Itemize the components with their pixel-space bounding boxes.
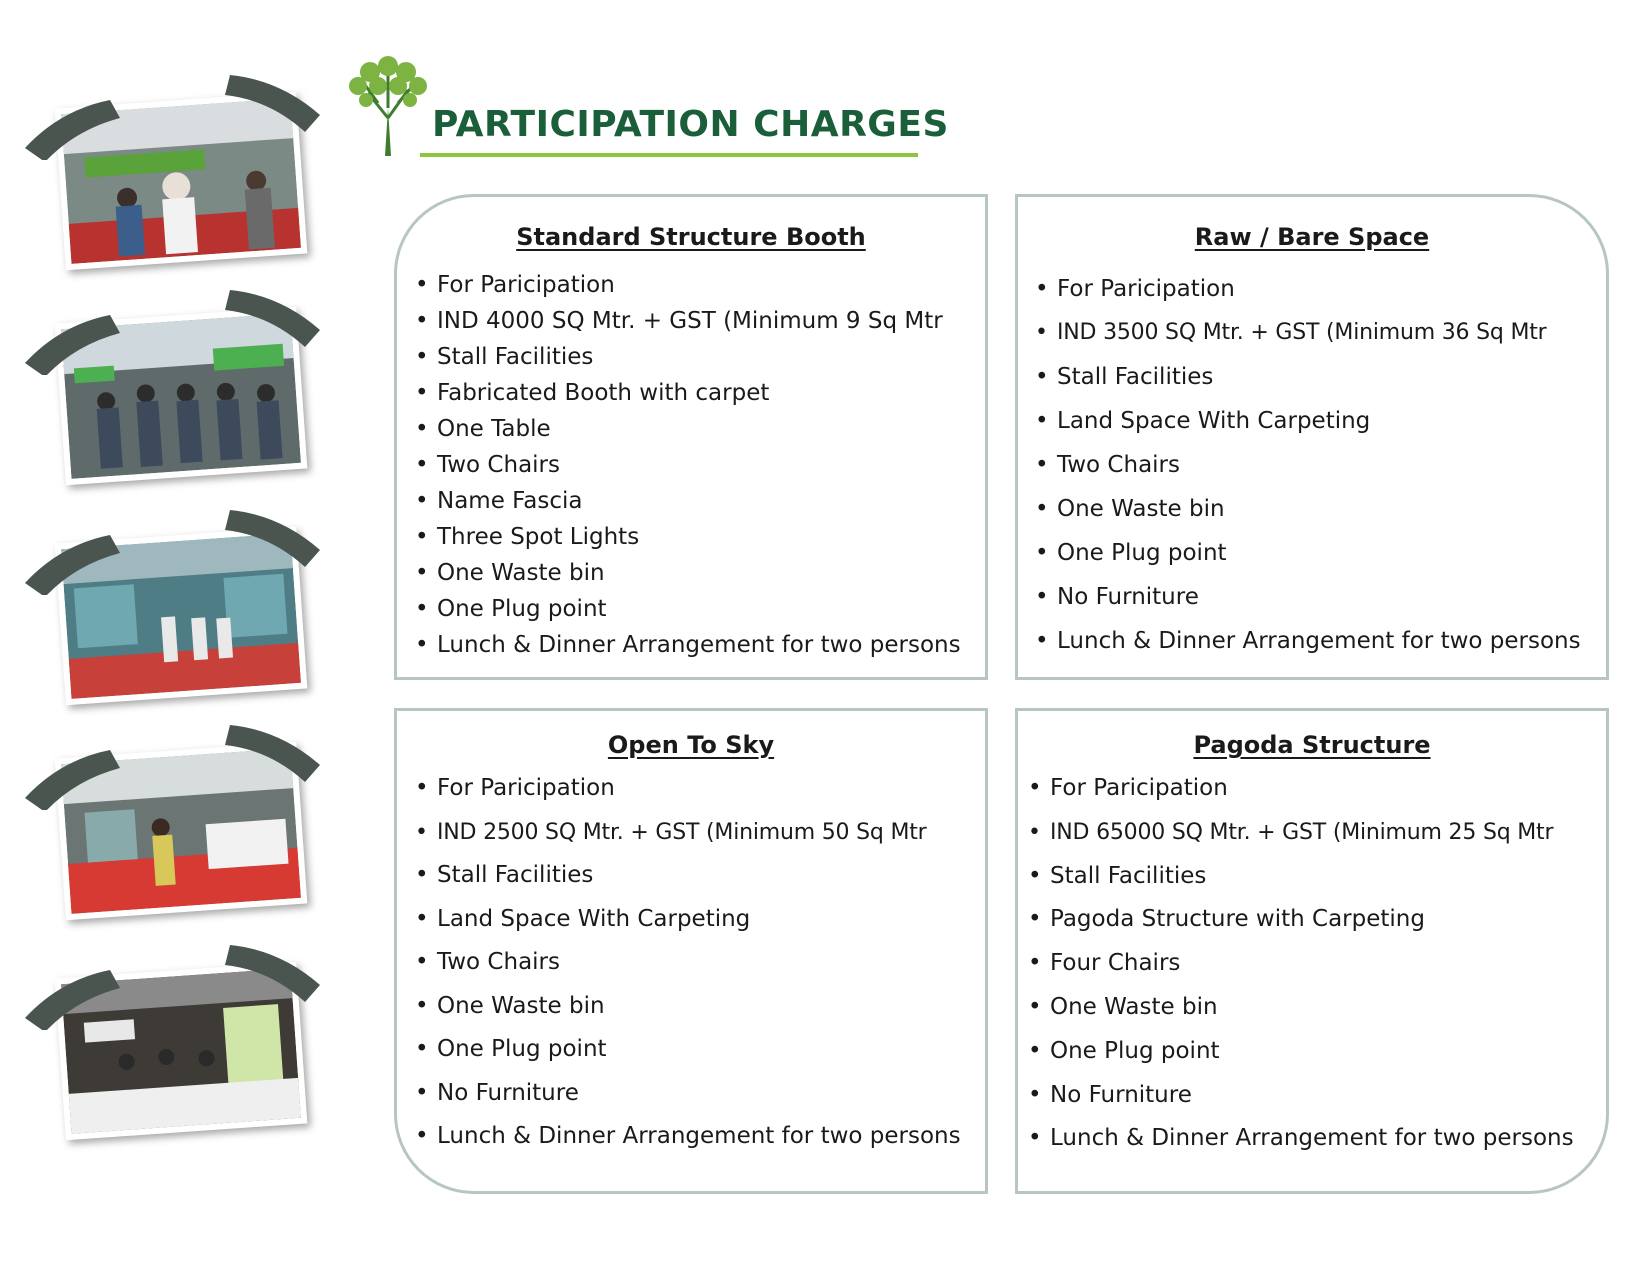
list-item: • One Plug point — [415, 1028, 961, 1072]
list-item: • Two Chairs — [415, 447, 961, 483]
list-item: • No Furniture — [415, 1072, 961, 1116]
list-item: • IND 4000 SQ Mtr. + GST (Minimum 9 Sq Mtr — [415, 303, 961, 339]
feature-list — [1035, 267, 1581, 663]
list-item: • Two Chairs — [1035, 443, 1581, 487]
list-item: • No Furniture — [1028, 1074, 1574, 1118]
list-item: • Lunch & Dinner Arrangement for two persons — [1028, 1117, 1574, 1161]
list-item: • For Paricipation — [415, 267, 961, 303]
list-item: • IND 2500 SQ Mtr. + GST (Minimum 50 Sq Mtr — [415, 811, 961, 855]
panel-raw-bare-space — [1015, 194, 1609, 680]
list-item: • For Paricipation — [1035, 267, 1581, 311]
list-item: • One Plug point — [1028, 1030, 1574, 1074]
list-item: • Lunch & Dinner Arrangement for two persons — [415, 1115, 961, 1159]
list-item: • Stall Facilities — [415, 854, 961, 898]
list-item: • One Waste bin — [415, 985, 961, 1029]
title-underline — [420, 153, 918, 157]
page-title: PARTICIPATION CHARGES — [432, 104, 949, 145]
panel-title: Open To Sky — [607, 731, 775, 759]
list-item: • Fabricated Booth with carpet — [415, 375, 961, 411]
feature-list — [415, 767, 961, 1159]
panel-pagoda-structure — [1015, 708, 1609, 1194]
list-item: • One Waste bin — [1035, 487, 1581, 531]
list-item: • One Waste bin — [415, 555, 961, 591]
list-item: • Stall Facilities — [415, 339, 961, 375]
list-item: • IND 65000 SQ Mtr. + GST (Minimum 25 Sq Mtr — [1028, 811, 1574, 855]
list-item: • For Paricipation — [415, 767, 961, 811]
exhibition-photo-4 — [20, 720, 320, 920]
list-item: • One Plug point — [1035, 531, 1581, 575]
feature-list — [415, 267, 961, 663]
exhibition-photo-3 — [20, 505, 320, 705]
exhibition-photo-1 — [20, 70, 320, 270]
panel-title: Standard Structure Booth — [516, 223, 866, 251]
list-item: • One Waste bin — [1028, 986, 1574, 1030]
panel-open-to-sky — [394, 708, 988, 1194]
list-item: • No Furniture — [1035, 575, 1581, 619]
panel-standard-structure-booth — [394, 194, 988, 680]
list-item: • Lunch & Dinner Arrangement for two persons — [1035, 619, 1581, 663]
list-item: • Pagoda Structure with Carpeting — [1028, 898, 1574, 942]
list-item: • Name Fascia — [415, 483, 961, 519]
list-item: • Land Space With Carpeting — [415, 898, 961, 942]
list-item: • One Table — [415, 411, 961, 447]
panel-title: Pagoda Structure — [1193, 731, 1431, 759]
list-item: • IND 3500 SQ Mtr. + GST (Minimum 36 Sq Mtr — [1035, 311, 1581, 355]
list-item: • For Paricipation — [1028, 767, 1574, 811]
list-item: • Four Chairs — [1028, 942, 1574, 986]
list-item: • Three Spot Lights — [415, 519, 961, 555]
list-item: • One Plug point — [415, 591, 961, 627]
feature-list — [1028, 767, 1574, 1161]
list-item: • Land Space With Carpeting — [1035, 399, 1581, 443]
list-item: • Stall Facilities — [1035, 355, 1581, 399]
panel-title: Raw / Bare Space — [1194, 223, 1430, 251]
tree-logo-icon — [338, 48, 438, 158]
list-item: • Stall Facilities — [1028, 855, 1574, 899]
list-item: • Lunch & Dinner Arrangement for two persons — [415, 627, 961, 663]
exhibition-photo-5 — [20, 940, 320, 1140]
list-item: • Two Chairs — [415, 941, 961, 985]
exhibition-photo-2 — [20, 285, 320, 485]
